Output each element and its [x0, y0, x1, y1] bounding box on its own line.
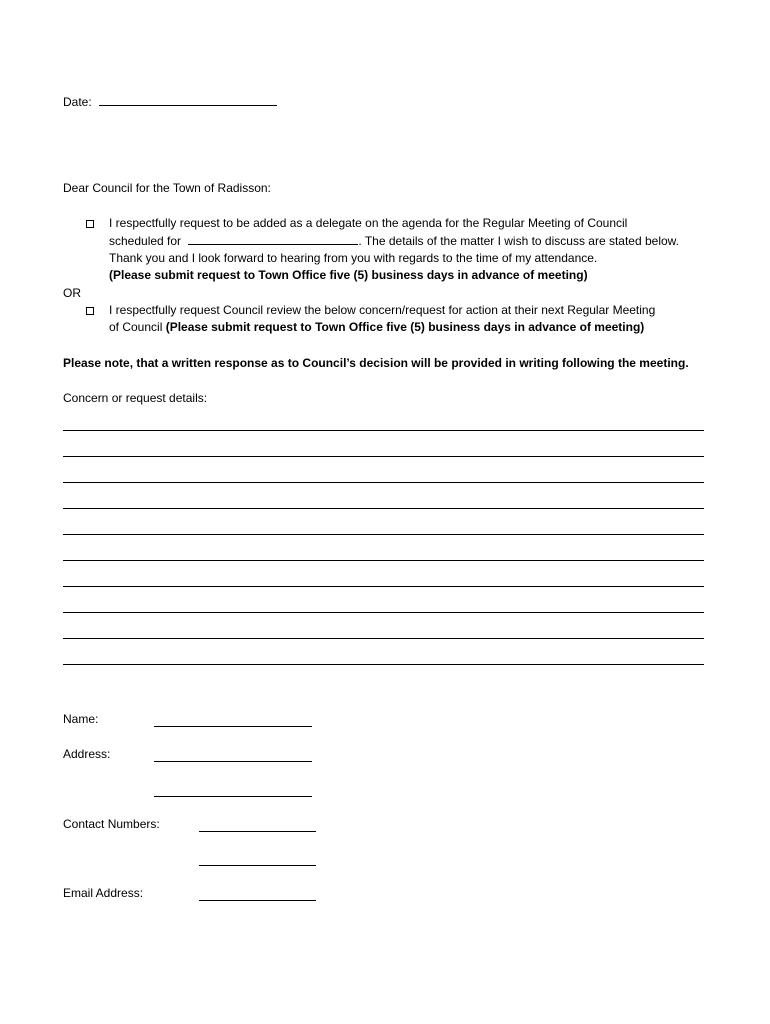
option2-line2	[109, 319, 644, 336]
concern-line-7[interactable]	[63, 586, 704, 587]
option1-line1: I respectfully request to be added as a delegate on the agenda for the Regular Meeting of Council	[109, 216, 628, 230]
concern-label: Concern or request details:	[63, 391, 208, 405]
name-field[interactable]	[154, 714, 312, 727]
concern-line-1[interactable]	[63, 430, 704, 431]
concern-line-5[interactable]	[63, 534, 704, 535]
contact-numbers-label: Contact Numbers:	[63, 817, 160, 831]
concern-line-6[interactable]	[63, 560, 704, 561]
option1-line3: Thank you and I look forward to hearing from you with regards to the time of my attendance.	[109, 251, 598, 265]
date-field[interactable]	[99, 93, 277, 106]
concern-line-10[interactable]	[63, 664, 704, 665]
option2-line2-prefix: of Council	[109, 320, 163, 334]
date-row	[63, 93, 277, 111]
salutation: Dear Council for the Town of Radisson:	[63, 181, 271, 195]
address-field-2[interactable]	[154, 784, 312, 797]
delegate-checkbox[interactable]	[86, 220, 94, 228]
review-checkbox[interactable]	[86, 307, 94, 315]
address-field-1[interactable]	[154, 749, 312, 762]
option1-line2-suffix: . The details of the matter I wish to discuss are stated below.	[358, 234, 679, 248]
option1-line2	[109, 232, 679, 250]
or-label: OR	[63, 286, 81, 300]
address-label: Address:	[63, 747, 111, 761]
email-label: Email Address:	[63, 886, 144, 900]
email-field[interactable]	[199, 888, 316, 901]
option2-line1: I respectfully request Council review the below concern/request for action at their next Regular Meeting	[109, 303, 656, 317]
scheduled-for-field[interactable]	[188, 232, 358, 245]
contact-number-field-1[interactable]	[199, 819, 316, 832]
contact-number-field-2[interactable]	[199, 853, 316, 866]
concern-line-9[interactable]	[63, 638, 704, 639]
date-label: Date:	[63, 95, 92, 109]
concern-line-3[interactable]	[63, 482, 704, 483]
concern-line-4[interactable]	[63, 508, 704, 509]
name-label: Name:	[63, 712, 99, 726]
response-note: Please note, that a written response as to Council’s decision will be provided in writing following the meeting.	[63, 356, 689, 370]
option2-line2-bold: (Please submit request to Town Office five (5) business days in advance of meeting)	[165, 320, 645, 334]
concern-line-2[interactable]	[63, 456, 704, 457]
option1-line4: (Please submit request to Town Office five (5) business days in advance of meeting)	[109, 268, 588, 282]
scheduled-for-label: scheduled for	[109, 234, 182, 248]
concern-line-8[interactable]	[63, 612, 704, 613]
